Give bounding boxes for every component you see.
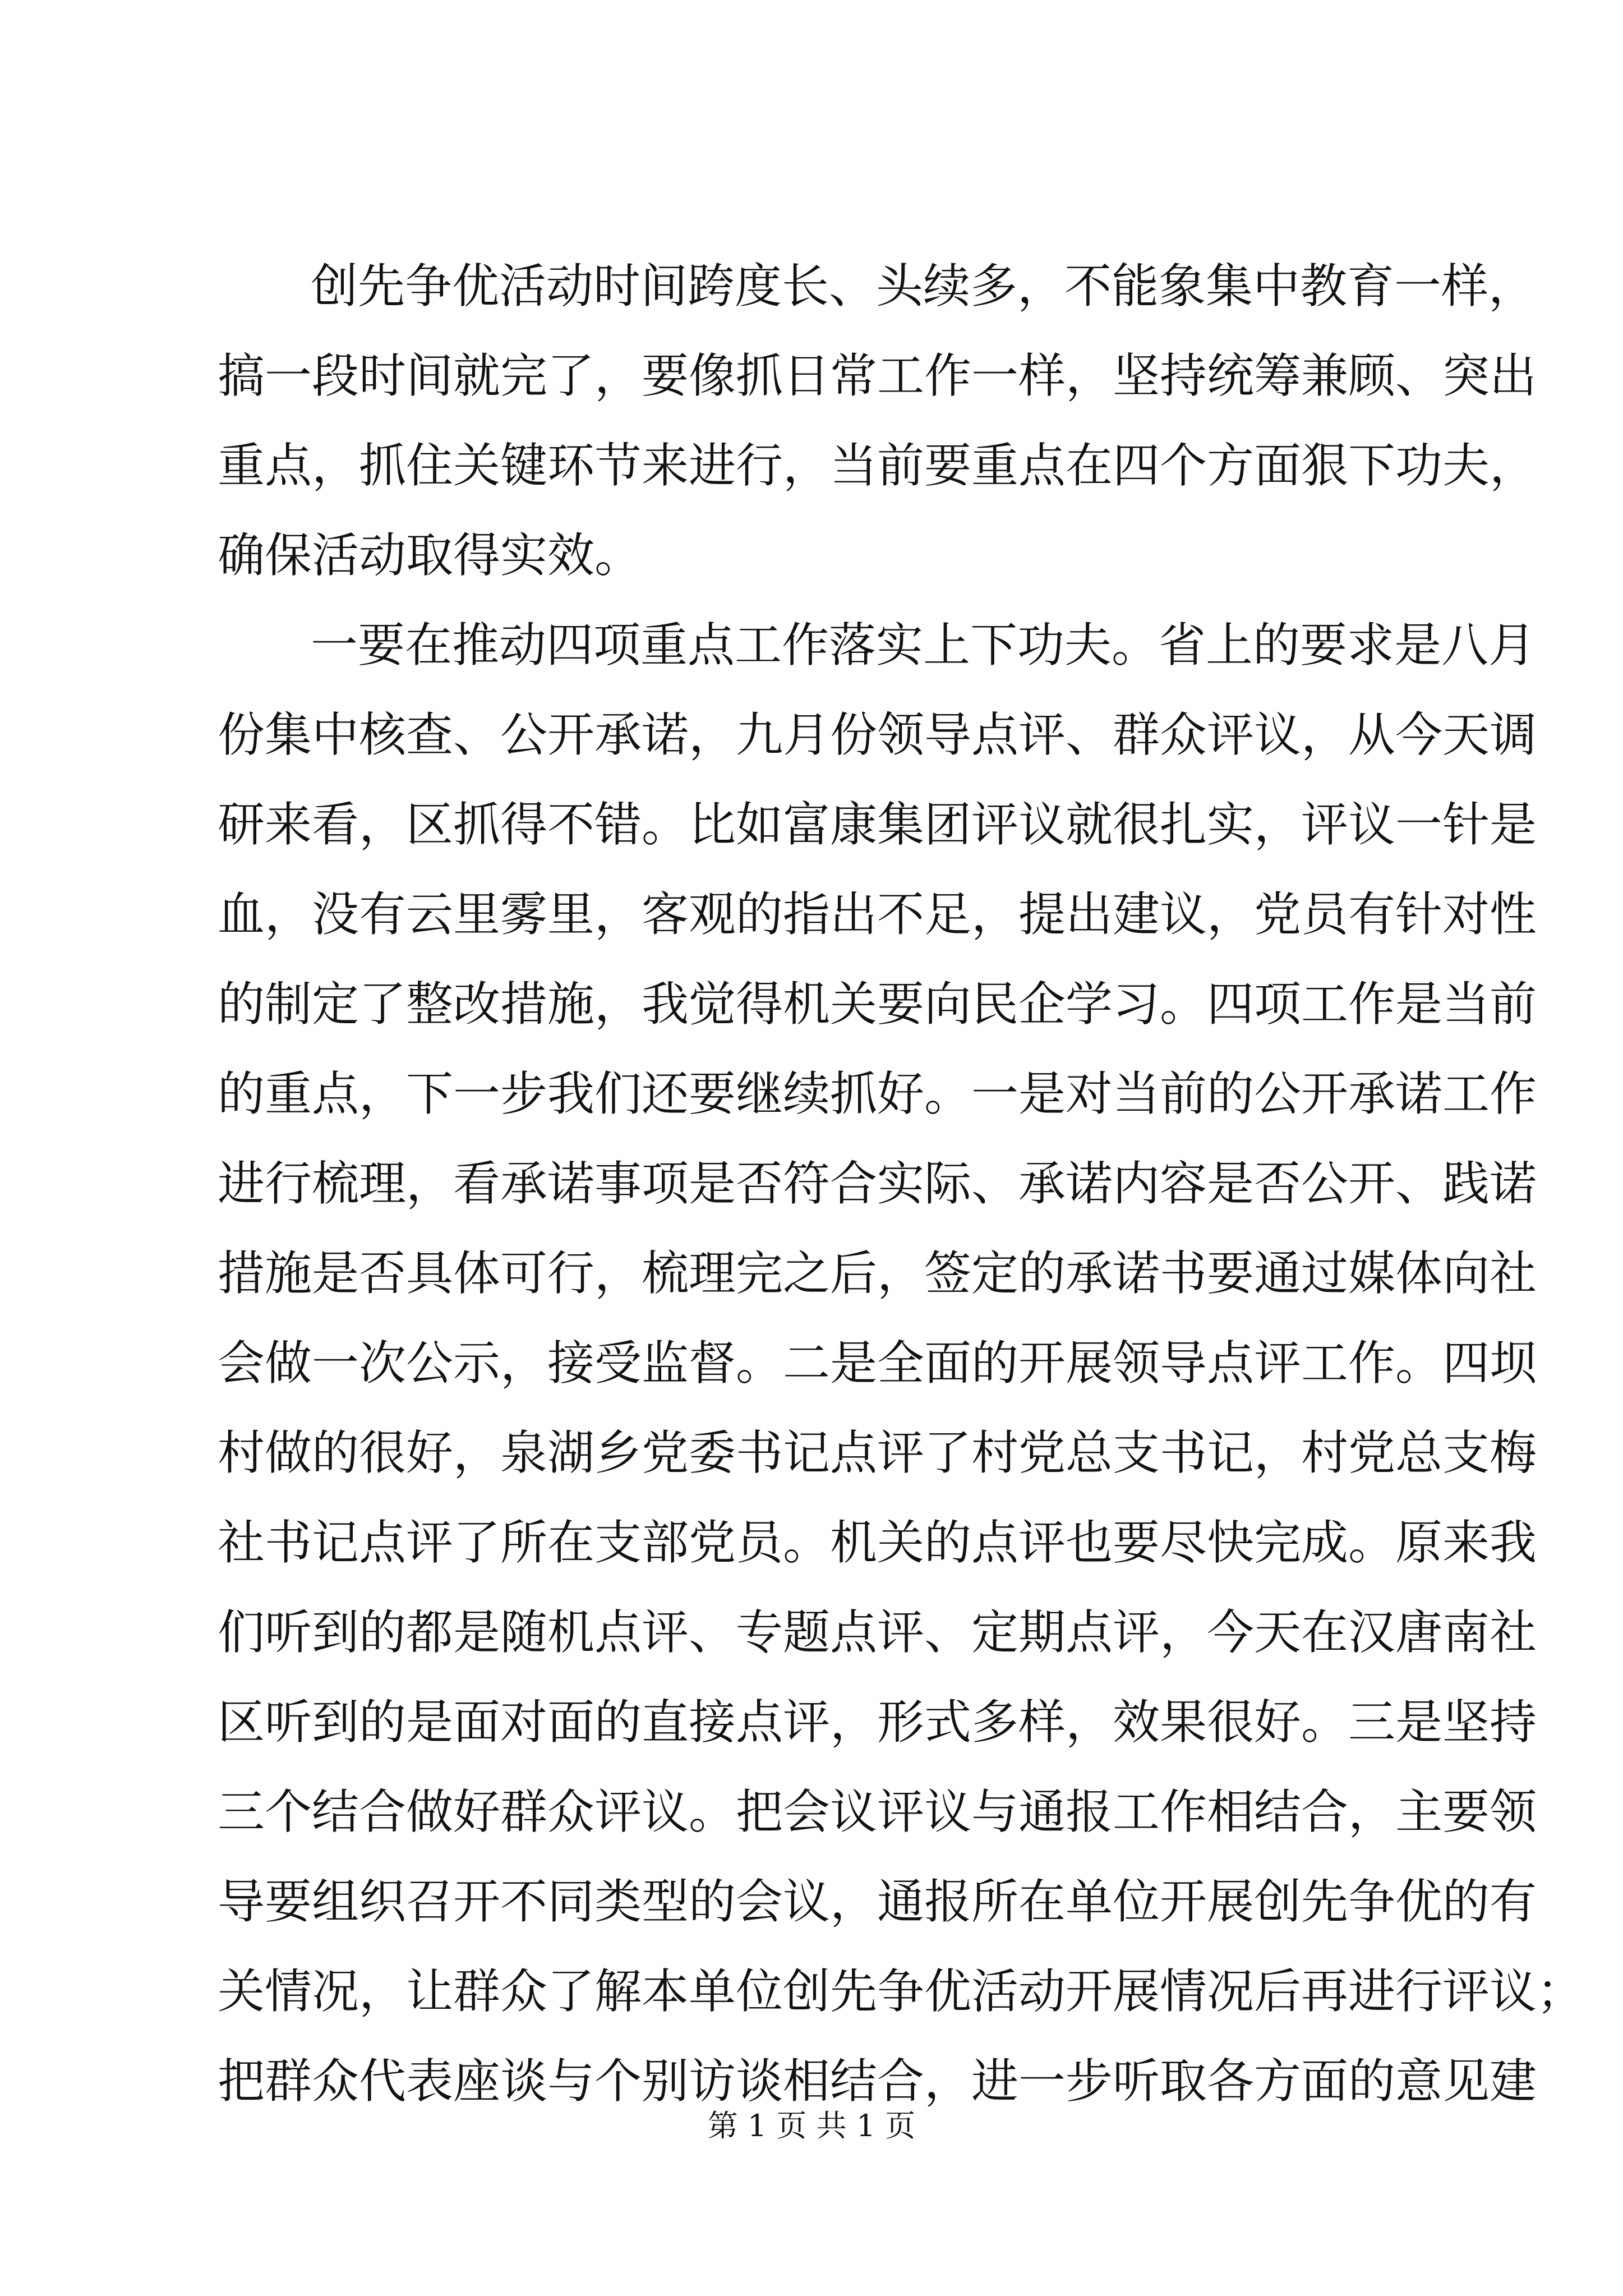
- paragraph-2-line-10: 村做的很好，泉湖乡党委书记点评了村党总支书记，村党总支梅: [218, 1425, 1537, 1480]
- paragraph-2-line-17: 把群众代表座谈与个别访谈相结合，进一步听取各方面的意见建: [218, 2054, 1537, 2109]
- paragraph-2-line-2: 份集中核查、公开承诺，九月份领导点评、群众评议，从今天调: [218, 707, 1537, 762]
- paragraph-2-line-7: 进行梳理，看承诺事项是否符合实际、承诺内容是否公开、践诺: [218, 1156, 1537, 1211]
- paragraph-2-line-9: 会做一次公示，接受监督。二是全面的开展领导点评工作。四坝: [218, 1336, 1537, 1391]
- paragraph-2-line-5: 的制定了整改措施，我觉得机关要向民企学习。四项工作是当前: [218, 977, 1537, 1032]
- body-text: [218, 241, 1584, 2126]
- paragraph-1-line-1: 创先争优活动时间跨度长、头续多，不能象集中教育一样，: [311, 259, 1536, 314]
- paragraph-1-line-3: 重点，抓住关键环节来进行，当前要重点在四个方面狠下功夫，: [218, 438, 1537, 493]
- paragraph-2-line-15: 导要组织召开不同类型的会议，通报所在单位开展创先争优的有: [218, 1874, 1537, 1929]
- paragraph-2-line-11: 社书记点评了所在支部党员。机关的点评也要尽快完成。原来我: [218, 1515, 1537, 1570]
- paragraph-2-line-12: 们听到的都是随机点评、专题点评、定期点评，今天在汉唐南社: [218, 1605, 1537, 1660]
- paragraph-2-line-4: 血，没有云里雾里，客观的指出不足，提出建议，党员有针对性: [218, 887, 1537, 942]
- paragraph-2-line-13: 区听到的是面对面的直接点评，形式多样，效果很好。三是坚持: [218, 1695, 1537, 1750]
- paragraph-1-line-2: 搞一段时间就完了，要像抓日常工作一样，坚持统筹兼顾、突出: [218, 348, 1537, 403]
- paragraph-2-line-1: 一要在推动四项重点工作落实上下功夫。省上的要求是八月: [311, 618, 1536, 673]
- paragraph-2-line-16: 关情况，让群众了解本单位创先争优活动开展情况后再进行评议；: [218, 1964, 1584, 2019]
- paragraph-1-line-4: 确保活动取得实效。: [218, 528, 642, 583]
- page-number-footer: 第 1 页 共 1 页: [707, 2108, 916, 2143]
- paragraph-2-line-3: 研来看，区抓得不错。比如富康集团评议就很扎实，评议一针是: [218, 797, 1537, 852]
- paragraph-2-line-14: 三个结合做好群众评议。把会议评议与通报工作相结合，主要领: [218, 1784, 1537, 1839]
- paragraph-2-line-6: 的重点，下一步我们还要继续抓好。一是对当前的公开承诺工作: [218, 1066, 1537, 1121]
- paragraph-2-line-8: 措施是否具体可行，梳理完之后，签定的承诺书要通过媒体向社: [218, 1246, 1537, 1301]
